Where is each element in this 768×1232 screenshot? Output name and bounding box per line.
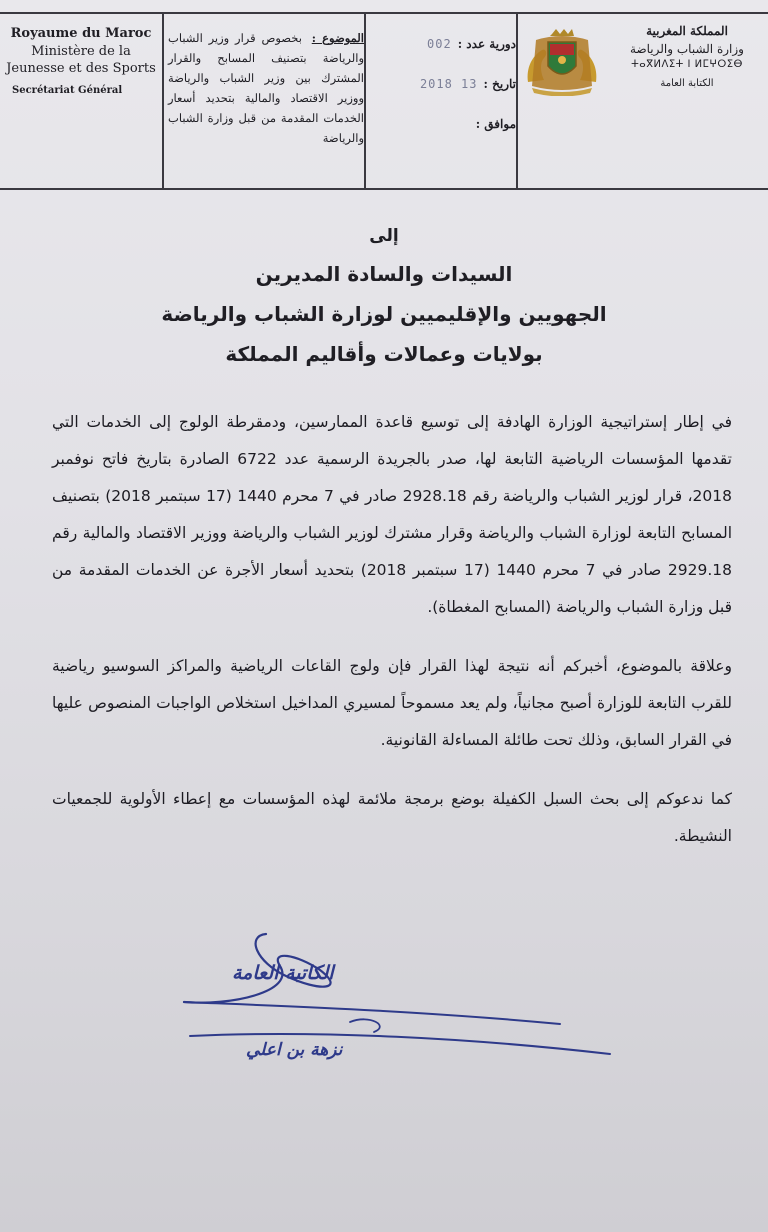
divider (364, 14, 366, 188)
addressee-line3: بولايات وعمالات وأقاليم المملكة (225, 342, 543, 366)
reference-block (370, 24, 516, 144)
addressee-line1: السيدات والسادة المديرين (255, 262, 513, 286)
date-label: تاريخ : (483, 77, 516, 91)
subject-block (168, 28, 364, 148)
signatory-title: الكاتبة العامة (232, 962, 334, 984)
addressee-to: إلى (369, 226, 399, 246)
kingdom-fr: Royaume du Maroc (10, 26, 152, 41)
divider (516, 14, 518, 188)
date-row (370, 64, 516, 104)
date-stamp: 2018 13 (419, 77, 478, 91)
body-paragraph-2: وعلاقة بالموضوع، أخبركم أنه نتيجة لهذا القرار فإن ولوج القاعات الرياضية والمراكز السوسيو رياضية للقرب التابعة للوزارة أصبح مجانياً، ولم يعد مسموحاً لمسيري المداخيل استخلاص الواجبات المنصوص عليها في القرار السابق، وذلك تحت طائلة المساءلة القانونية. (52, 657, 732, 749)
ministry-ar: وزارة الشباب والرياضة (630, 42, 744, 56)
circular-number: 002 (427, 37, 452, 51)
circular-label: دورية عدد : (457, 37, 516, 51)
kingdom-ar: المملكة المغربية (646, 24, 728, 38)
corresponding-label: موافق : (475, 117, 516, 131)
subject-text: بخصوص قرار وزير الشباب والرياضة بتصنيف المسابح والقرار المشترك بين وزير الشباب والرياضة ووزير الاقتصاد والمالية بتحديد أسعار الخدمات المقدمة من قبل وزارة الشباب والرياضة (168, 31, 364, 145)
addressee-line2: الجهويين والإقليميين لوزارة الشباب والرياضة (161, 302, 607, 326)
royal-coat-of-arms-icon (522, 28, 602, 96)
secretariat-ar: الكتابة العامة (660, 78, 714, 89)
handwritten-signature (170, 926, 620, 1066)
secretariat-fr: Secrétariat Général (12, 85, 123, 96)
divider (162, 14, 164, 188)
body-paragraph-3: كما ندعوكم إلى بحث السبل الكفيلة بوضع برمجة ملائمة لهذه المؤسسات مع إعطاء الأولوية للجمعيات النشيطة. (52, 790, 732, 845)
corresponding-row (370, 104, 516, 144)
subject-label: الموضوع : (311, 31, 365, 45)
body-paragraph-1: في إطار إستراتيجية الوزارة الهادفة إلى توسيع قاعدة الممارسين، ودمقرطة الولوج إلى الخدمات التي تقدمها المؤسسات الرياضية التابعة لها، صدر بالجريدة الرسمية عدد 6722 الصادرة بتاريخ فاتح نوفمبر 2018، قرار لوزير الشباب والرياضة رقم 2928.18 صادر في 7 محرم 1440 (17 سبتمبر 2018) بتصنيف المسابح التابعة لوزارة الشباب والرياضة وقرار مشترك لوزير الشباب والرياضة ووزير الاقتصاد والمالية رقم 2929.18 صادر في 7 محرم 1440 (17 سبتمبر 2018) بتحديد أسعار الأجرة عن الخدمات المقدمة من قبل وزارة الشباب والرياضة (المسابح المغطاة). (52, 413, 732, 616)
letterhead-table (0, 12, 768, 190)
ministry-tifinagh: ⵜⴰⴳⵍⴷⵉⵜ ⵏ ⵍⵎⵖⵔⵉⴱ (631, 59, 743, 70)
letter-body (52, 404, 732, 877)
ministry-fr-line1: Ministère de la (31, 44, 131, 59)
french-letterhead (2, 26, 160, 96)
signatory-name: نزهة بن اعلي (246, 1040, 343, 1060)
circular-row (370, 24, 516, 64)
arabic-letterhead (606, 22, 768, 89)
ministry-fr-line2: Jeunesse et des Sports (6, 61, 156, 76)
